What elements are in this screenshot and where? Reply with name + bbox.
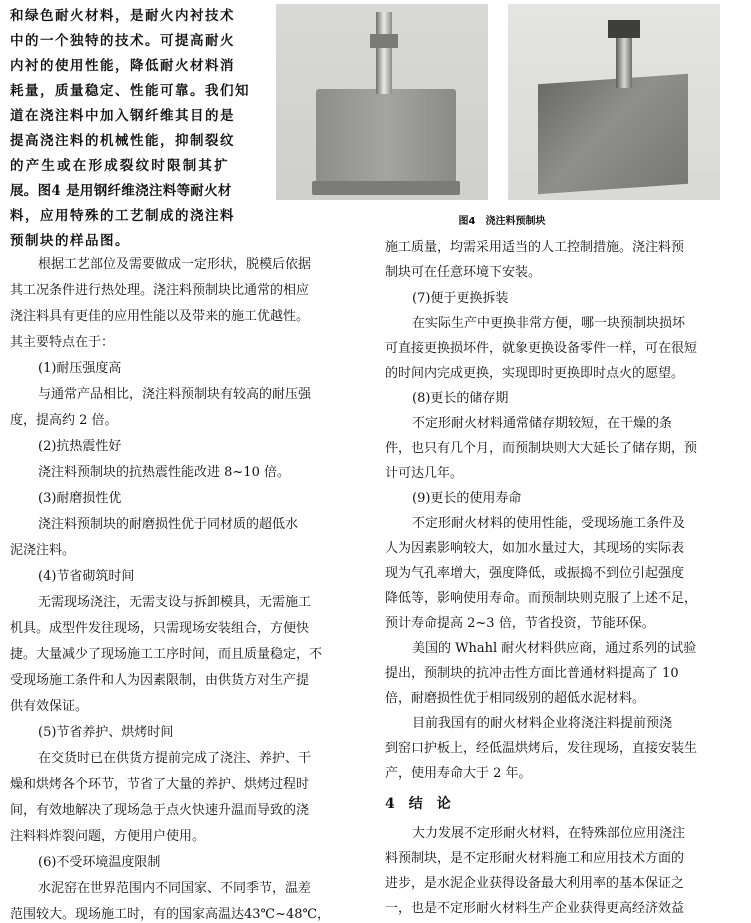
- text-line: 不定形耐火材料的使用性能，受现场施工条件及: [412, 516, 686, 531]
- text-line: 耗量，质量稳定、性能可靠。我们知: [10, 83, 250, 99]
- text-line: 制块可在任意环境下安装。: [385, 265, 542, 280]
- section-heading: (8)更长的储存期: [412, 391, 509, 406]
- precast-block-shape: [316, 89, 456, 189]
- text-line: 内衬的使用性能，降低耐火材料消: [10, 58, 235, 74]
- text-line: 提高浇注料的机械性能，抑制裂纹: [10, 133, 235, 149]
- nut-shape: [608, 20, 640, 38]
- text-line: 的时间内完成更换，实现即时更换即时点火的愿望。: [385, 366, 685, 381]
- text-line: 泥浇注料。: [10, 543, 76, 558]
- nut-shape: [370, 34, 398, 48]
- text-line: 料预制块，是不定形耐火材料施工和应用技术方面的: [385, 851, 685, 866]
- text-line: 的产生或在形成裂纹时限制其扩: [10, 158, 230, 174]
- text-line: 在实际生产中更换非常方便，哪一块预制块损坏: [412, 316, 686, 331]
- text-line: 一，也是不定形耐火材料生产企业获得更高经济效益: [385, 901, 685, 916]
- text-line: 受现场施工条件和人为因素限制，由供货方对生产提: [10, 673, 310, 688]
- text-line: 在交货时已在供货方提前完成了浇注、养护、干: [38, 751, 312, 766]
- text-line: 人为因素影响较大，如加水量过大，其现场的实际表: [385, 541, 685, 556]
- text-line: 捷。大量减少了现场施工工序时间，而且质量稳定，不: [10, 647, 323, 662]
- text-line: 度，提高约 2 倍。: [10, 413, 118, 428]
- text-line: 间，有效地解决了现场急于点火快速升温而导致的浇: [10, 803, 310, 818]
- text-line: 目前我国有的耐火材料企业将浇注料提前预浇: [412, 716, 673, 731]
- text-line: 无需现场浇注，无需支设与拆卸模具，无需施工: [38, 595, 312, 610]
- text-line: 浇注料预制块的抗热震性能改进 8~10 倍。: [38, 465, 290, 480]
- text-line: 进步，是水泥企业获得设备最大利用率的基本保证之: [385, 876, 685, 891]
- text-line: 提出，预制块的抗冲击性方面比普通材料提高了 10: [385, 666, 679, 681]
- text-line: 与通常产品相比，浇注料预制块有较高的耐压强: [38, 387, 312, 402]
- photo-precast-block-1: [276, 4, 488, 200]
- text-line: 道在浇注料中加入钢纤维其目的是: [10, 108, 235, 124]
- text-line: 预计寿命提高 2~3 倍，节省投资，节能环保。: [385, 616, 655, 631]
- text-line: 范围较大。现场施工时，有的国家高温达43℃~48℃，: [10, 907, 331, 922]
- section-heading: (3)耐磨损性优: [38, 491, 122, 506]
- text-line: 可直接更换损坏件，就象更换设备零件一样，可在很短: [385, 341, 698, 356]
- text-line: 浇注料预制块的耐磨损性优于同材质的超低水: [38, 517, 299, 532]
- text-line: 浇注料具有更佳的应用性能以及带来的施工优越性。: [10, 309, 310, 324]
- figure-caption: 图4 浇注料预制块: [458, 216, 546, 227]
- text-line: 倍，耐磨损性优于相同级别的超低水泥材料。: [385, 691, 646, 706]
- text-line: 供有效保证。: [10, 699, 89, 714]
- section-title-conclusion: 4 结 论: [385, 796, 451, 812]
- precast-block-shape: [538, 74, 688, 194]
- bolt-shape: [376, 12, 392, 94]
- text-line: 降低等，影响使用寿命。而预制块则克服了上述不足，: [385, 591, 698, 606]
- section-heading: (7)便于更换拆装: [412, 291, 509, 306]
- section-heading: (5)节省养护、烘烤时间: [38, 725, 174, 740]
- text-line: 注料料炸裂问题，方便用户使用。: [10, 829, 206, 844]
- section-heading: (1)耐压强度高: [38, 361, 122, 376]
- text-line: 其主要特点在于：: [10, 335, 115, 350]
- text-line: 预制块的样品图。: [10, 233, 130, 249]
- text-line: 现为气孔率增大，强度降低，或振捣不到位引起强度: [385, 566, 685, 581]
- section-heading: (4)节省砌筑时间: [38, 569, 135, 584]
- text-line: 件，也只有几个月，而预制块则大大延长了储存期，预: [385, 441, 698, 456]
- text-line: 水泥窑在世界范围内不同国家、不同季节，温差: [38, 881, 312, 896]
- section-heading: (6)不受环境温度限制: [38, 855, 161, 870]
- text-line: 料，应用特殊的工艺制成的浇注料: [10, 208, 235, 224]
- text-line: 美国的 Whahl 耐火材料供应商，通过系列的试验: [412, 641, 697, 656]
- figure-4: [272, 0, 732, 232]
- text-line: 和绿色耐火材料，是耐火内衬技术: [10, 8, 235, 24]
- text-line: 展。图4 是用钢纤维浇注料等耐火材: [10, 183, 232, 199]
- text-line: 不定形耐火材料通常储存期较短，在干燥的条: [412, 416, 673, 431]
- text-line: 到窑口护板上，经低温烘烤后，发往现场，直接安装生: [385, 741, 698, 756]
- text-line: 中的一个独特的技术。可提高耐火: [10, 33, 235, 49]
- text-line: 大力发展不定形耐火材料，在特殊部位应用浇注: [412, 826, 686, 841]
- text-line: 机具。成型件发往现场，只需现场安装组合，方便快: [10, 621, 310, 636]
- text-line: 产，使用寿命大于 2 年。: [385, 766, 532, 781]
- text-line: 燥和烘烤各个环节，节省了大量的养护、烘烤过程时: [10, 777, 310, 792]
- text-line: 其工况条件进行热处理。浇注料预制块比通常的相应: [10, 283, 310, 298]
- text-line: 根据工艺部位及需要做成一定形状，脱模后依据: [38, 257, 312, 272]
- text-line: 计可达几年。: [385, 466, 464, 481]
- text-line: 施工质量，均需采用适当的人工控制措施。浇注料预: [385, 240, 685, 255]
- section-heading: (9)更长的使用寿命: [412, 491, 522, 506]
- section-heading: (2)抗热震性好: [38, 439, 122, 454]
- photo-precast-block-2: [508, 4, 720, 200]
